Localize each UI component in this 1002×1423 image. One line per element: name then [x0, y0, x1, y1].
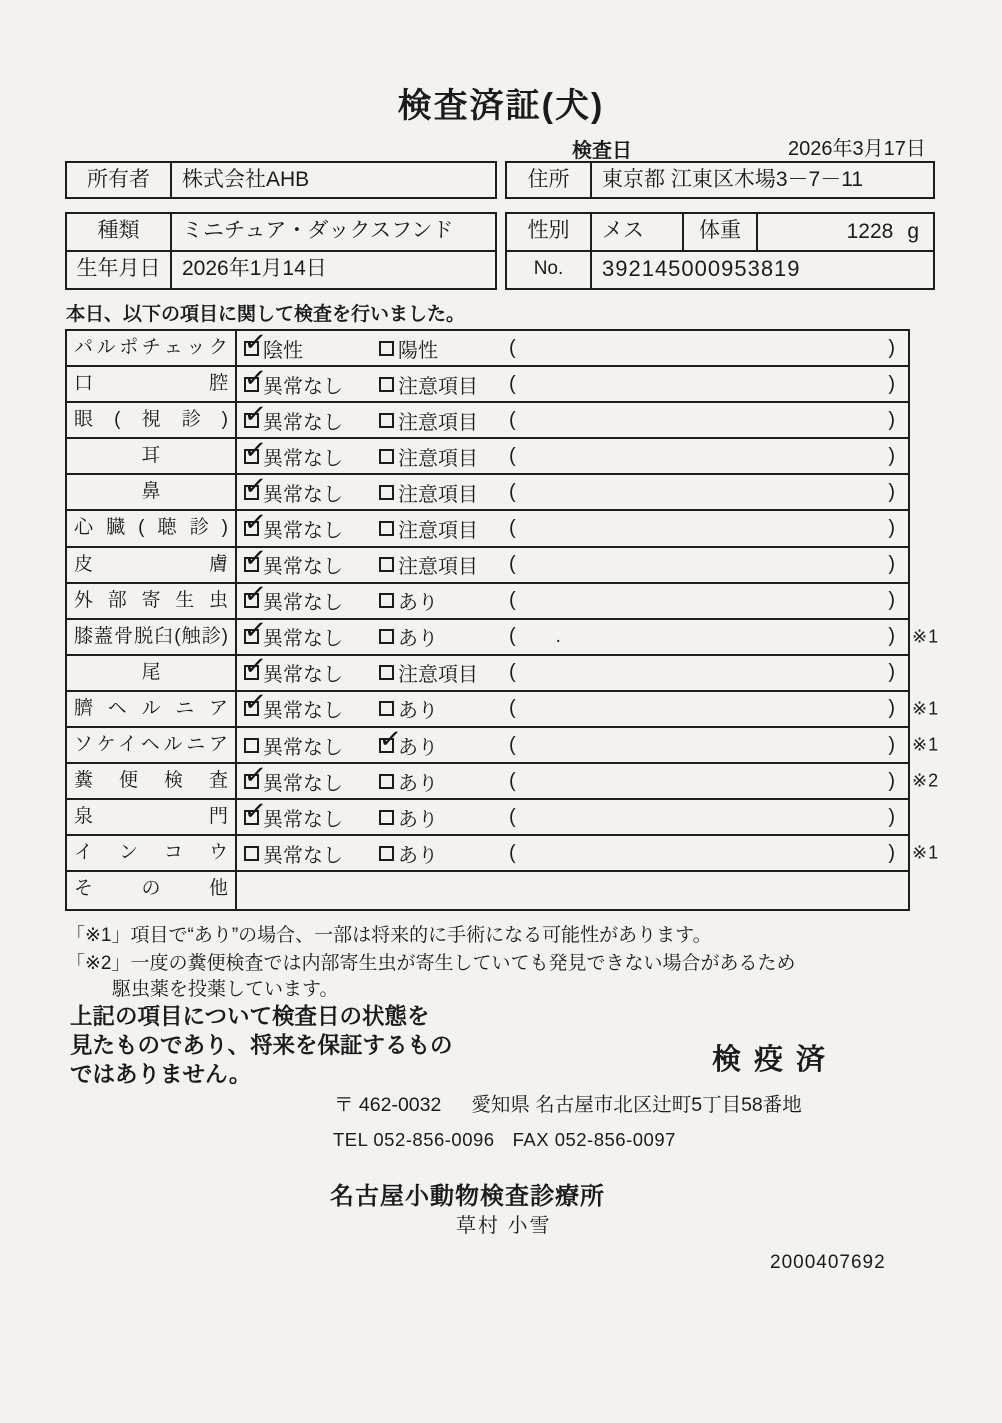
fax-number: FAX 052-856-0097	[512, 1129, 676, 1150]
option1-checkbox	[244, 665, 259, 680]
checkup-row	[67, 367, 908, 403]
owner-table	[65, 161, 935, 199]
option2-checkbox	[379, 557, 394, 572]
option2-checkbox	[379, 413, 394, 428]
option1-checkbox	[244, 774, 259, 789]
clinic-address-line	[334, 1089, 802, 1117]
option2-label: あり	[398, 772, 438, 795]
checkup-row	[67, 584, 908, 620]
option2	[379, 731, 509, 760]
option1-checkbox	[244, 557, 259, 572]
weight-label: 体重	[684, 214, 758, 250]
number-value: 392145000953819	[602, 256, 801, 281]
option2-checkbox	[379, 665, 394, 680]
paren-open: (	[509, 372, 516, 395]
option2	[379, 514, 509, 543]
exam-date-value: 2026年3月17日	[788, 138, 926, 160]
option1-label: 異常なし	[263, 411, 343, 434]
option1	[244, 478, 379, 507]
checkup-row	[67, 692, 940, 728]
paren-open: (	[509, 589, 516, 612]
option2-label: 注意項目	[398, 556, 478, 579]
option2-checkbox	[379, 449, 394, 464]
checkup-row	[67, 620, 940, 656]
paren-open: (	[509, 480, 516, 503]
option2-label: あり	[398, 628, 438, 651]
option1-label: 異常なし	[263, 700, 343, 723]
option2-checkbox	[379, 629, 394, 644]
option2-label: 注意項目	[398, 483, 478, 506]
paren-close: )	[888, 589, 895, 612]
option1	[244, 803, 379, 832]
paren-close: )	[888, 841, 895, 864]
option1-checkbox	[244, 738, 259, 753]
weight-value: 1228	[846, 220, 894, 243]
intro-text: 本日、以下の項目に関して検査を行いました。	[66, 304, 466, 325]
birthdate-value: 2026年1月14日	[182, 257, 327, 280]
option2	[379, 442, 509, 471]
paren-close: )	[888, 444, 895, 467]
checkup-item-label: 糞便検査	[67, 764, 237, 798]
option1-checkbox	[244, 485, 259, 500]
option1-label: 異常なし	[263, 592, 343, 615]
paren-close: )	[888, 661, 895, 684]
checkup-row	[67, 836, 940, 872]
footnote-mark: ※1	[912, 626, 940, 647]
checkup-item-label: 鼻	[67, 475, 237, 509]
checkup-item-label: 泉門	[67, 800, 237, 834]
option1-checkbox	[244, 521, 259, 536]
paren-close: )	[888, 733, 895, 756]
note-2-line-2: 駆虫薬を投薬しています。	[112, 979, 339, 1000]
option1	[244, 370, 379, 399]
option2	[379, 406, 509, 435]
breed-label: 種類	[67, 214, 172, 250]
checkup-row	[67, 548, 908, 584]
option1-checkbox	[244, 341, 259, 356]
option2-label: あり	[398, 808, 438, 831]
option2-label: 注意項目	[398, 375, 478, 398]
option1-checkbox	[244, 593, 259, 608]
checkup-row	[67, 439, 908, 475]
option2-label: 注意項目	[398, 520, 478, 543]
note-1: 「※1」項目で“あり”の場合、一部は将来的に手術になる可能性があります。	[66, 925, 712, 946]
checkup-table	[65, 329, 940, 911]
disclaimer-line-1: 上記の項目について検査日の状態を	[70, 1004, 430, 1029]
option1-checkbox	[244, 377, 259, 392]
option1	[244, 514, 379, 543]
paren-close: )	[888, 769, 895, 792]
address-label: 住所	[507, 163, 592, 197]
option2-checkbox	[379, 810, 394, 825]
option1	[244, 586, 379, 615]
paren-close: )	[888, 517, 895, 540]
number-label: No.	[507, 252, 592, 288]
option1-label: 陰性	[263, 339, 303, 362]
option2-checkbox	[379, 738, 394, 753]
checkup-row	[67, 403, 908, 439]
note-2-line-1: 「※2」一度の糞便検査では内部寄生虫が寄生していても発見できない場合があるため	[66, 953, 796, 974]
option2-label: 注意項目	[398, 411, 478, 434]
checkup-item-label: 臍ヘルニア	[67, 692, 237, 726]
option2-checkbox	[379, 774, 394, 789]
birthdate-label: 生年月日	[67, 252, 172, 288]
option2	[379, 803, 509, 832]
option2	[379, 478, 509, 507]
checkup-row	[67, 331, 908, 367]
checkup-item-label: 尾	[67, 656, 237, 690]
option2-checkbox	[379, 521, 394, 536]
paren-close: )	[888, 625, 895, 648]
paren-open: (	[509, 553, 516, 576]
option2	[379, 694, 509, 723]
checkup-row	[67, 728, 940, 764]
disclaimer-line-3: ではありません。	[70, 1062, 252, 1087]
checkup-item-label: 眼(視診)	[67, 403, 237, 437]
option1	[244, 694, 379, 723]
option1-label: 異常なし	[263, 808, 343, 831]
option2	[379, 586, 509, 615]
breed-value: ミニチュア・ダックスフンド	[182, 219, 454, 242]
paren-open: (	[509, 769, 516, 792]
option2-checkbox	[379, 701, 394, 716]
option1-label: 異常なし	[263, 520, 343, 543]
option2-checkbox	[379, 485, 394, 500]
footnote-mark: ※1	[912, 842, 940, 863]
sex-value: メス	[592, 214, 684, 250]
examiner-name: 草村 小雪	[456, 1215, 552, 1237]
checkup-row	[67, 872, 908, 908]
option2	[379, 334, 509, 363]
checkup-row	[67, 656, 908, 692]
option1-checkbox	[244, 413, 259, 428]
clinic-name: 名古屋小動物検査診療所	[330, 1183, 605, 1210]
certificate-title: 検査済証(犬)	[397, 87, 605, 125]
checkup-row	[67, 511, 908, 547]
checkup-item-label: ソケイヘルニア	[67, 728, 237, 762]
paren-close: )	[888, 553, 895, 576]
disclaimer-line-2: 見たものであり、将来を保証するもの	[70, 1033, 453, 1058]
option1	[244, 731, 379, 760]
paren-close: )	[888, 480, 895, 503]
checkup-item-label: 外部寄生虫	[67, 584, 237, 618]
paren-close: )	[888, 372, 895, 395]
disclaimer-text	[70, 1002, 453, 1089]
contact-line	[333, 1129, 676, 1151]
weight-unit: g	[907, 220, 919, 243]
checkup-item-label: 膝蓋骨脱臼(触診)	[67, 620, 237, 654]
option2-label: あり	[398, 736, 438, 759]
paren-open: (	[509, 805, 516, 828]
option1-checkbox	[244, 846, 259, 861]
checkup-item-label: 皮膚	[67, 548, 237, 582]
option2-label: あり	[398, 700, 438, 723]
option1-checkbox	[244, 810, 259, 825]
option1-label: 異常なし	[263, 736, 343, 759]
option1-label: 異常なし	[263, 447, 343, 470]
option1	[244, 839, 379, 868]
option1-label: 異常なし	[263, 844, 343, 867]
option2-label: 注意項目	[398, 664, 478, 687]
option1	[244, 622, 379, 651]
option1-checkbox	[244, 701, 259, 716]
paren-open: (	[509, 661, 516, 684]
option1-label: 異常なし	[263, 483, 343, 506]
checkup-row	[67, 475, 908, 511]
checkup-item-label: インコウ	[67, 836, 237, 870]
footnote-mark: ※2	[912, 770, 940, 791]
option2-label: 注意項目	[398, 447, 478, 470]
option1-label: 異常なし	[263, 375, 343, 398]
option2-label: あり	[398, 592, 438, 615]
checkup-item-label: 口腔	[67, 367, 237, 401]
option1-label: 異常なし	[263, 628, 343, 651]
option2-checkbox	[379, 341, 394, 356]
option1	[244, 550, 379, 579]
exam-date-label: 検査日	[572, 140, 632, 162]
quarantine-stamp: 検疫済	[712, 1044, 839, 1076]
option1-label: 異常なし	[263, 556, 343, 579]
serial-number: 2000407692	[770, 1252, 886, 1273]
checkup-item-label: 心臓(聴診)	[67, 511, 237, 545]
checkup-row	[67, 764, 940, 800]
option2-label: 陽性	[398, 339, 438, 362]
paren-open: (	[509, 444, 516, 467]
option2	[379, 622, 509, 651]
option1	[244, 767, 379, 796]
option2	[379, 550, 509, 579]
address-value: 東京都 江東区木場3－7－11	[602, 168, 863, 191]
checkup-row	[67, 800, 908, 836]
paren-close: )	[888, 336, 895, 359]
owner-value: 株式会社AHB	[182, 168, 310, 191]
postal-code: 〒 462-0032	[334, 1094, 442, 1116]
paren-open: (	[509, 841, 516, 864]
option1	[244, 658, 379, 687]
option1-checkbox	[244, 449, 259, 464]
option1-label: 異常なし	[263, 772, 343, 795]
paren-note: .	[555, 625, 561, 647]
option1	[244, 334, 379, 363]
option2-checkbox	[379, 846, 394, 861]
option1	[244, 442, 379, 471]
paren-close: )	[888, 408, 895, 431]
option2-checkbox	[379, 593, 394, 608]
paren-open: (	[509, 697, 516, 720]
option2-label: あり	[398, 844, 438, 867]
owner-label: 所有者	[67, 163, 172, 197]
clinic-address: 愛知県 名古屋市北区辻町5丁目58番地	[471, 1094, 802, 1116]
option2	[379, 767, 509, 796]
paren-open: (	[509, 517, 516, 540]
paren-open: (	[509, 408, 516, 431]
paren-open: (	[509, 336, 516, 359]
checkup-item-label: パルポチェック	[67, 331, 237, 365]
tel-number: TEL 052-856-0096	[333, 1129, 495, 1150]
sex-label: 性別	[507, 214, 592, 250]
footnote-mark: ※1	[912, 698, 940, 719]
paren-open: (	[509, 625, 516, 648]
footnote-mark: ※1	[912, 734, 940, 755]
option2-checkbox	[379, 377, 394, 392]
paren-open: (	[509, 733, 516, 756]
checkup-item-label: 耳	[67, 439, 237, 473]
option1-checkbox	[244, 629, 259, 644]
option2	[379, 370, 509, 399]
checkup-item-label: その他	[67, 872, 237, 908]
option1-label: 異常なし	[263, 664, 343, 687]
paren-close: )	[888, 697, 895, 720]
option2	[379, 658, 509, 687]
option1	[244, 406, 379, 435]
option2	[379, 839, 509, 868]
paren-close: )	[888, 805, 895, 828]
info-table	[65, 212, 935, 290]
